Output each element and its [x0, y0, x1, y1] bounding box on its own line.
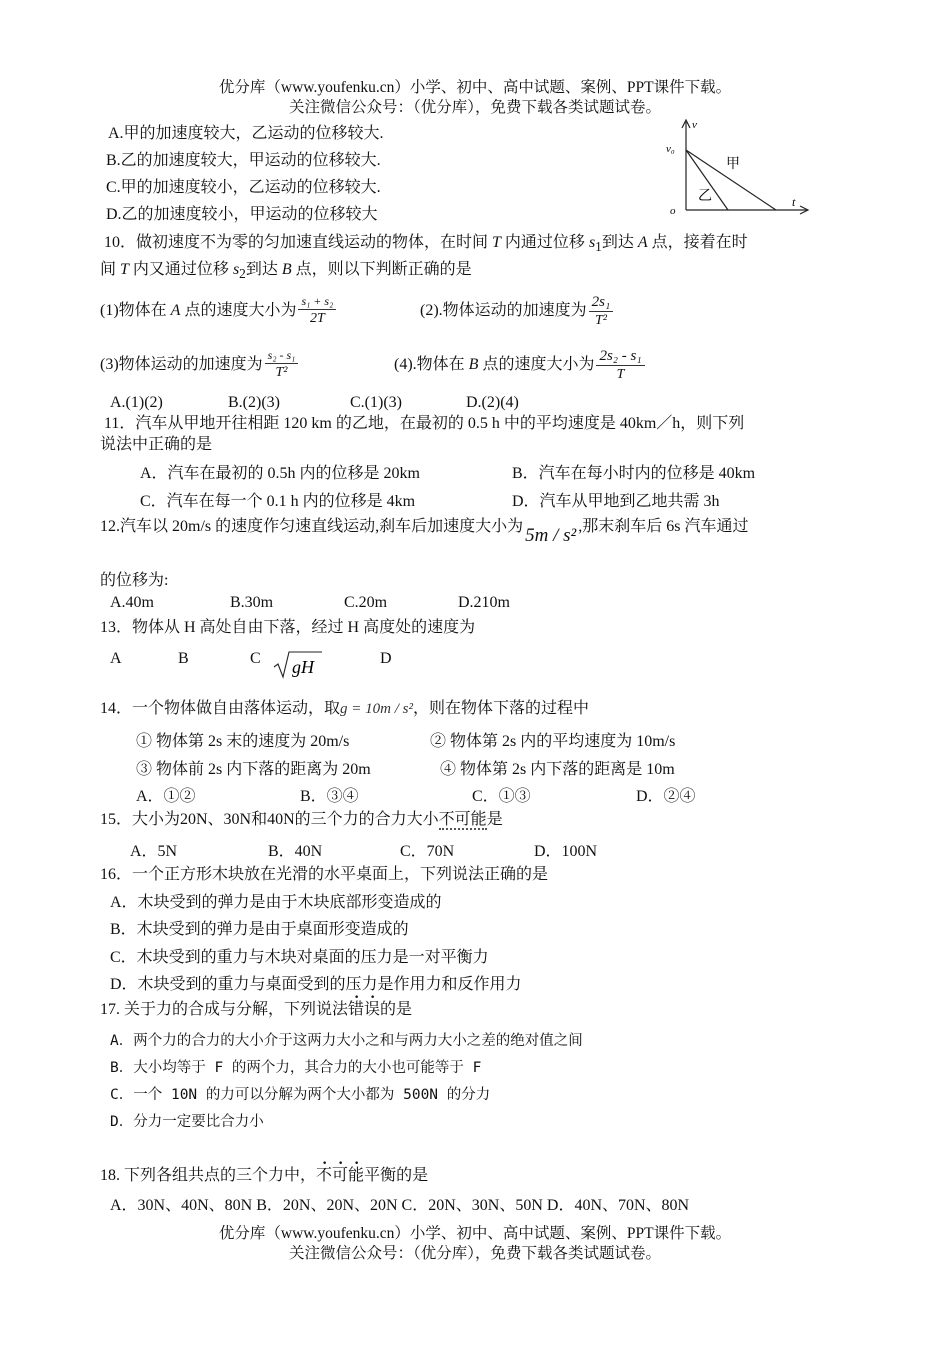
label-v: v	[692, 119, 697, 131]
q13-option-c-expr: gH	[292, 657, 314, 677]
q11-stem-line-2: 说法中正确的是	[100, 436, 213, 453]
q16-option-b: B．木块受到的弹力是由于桌面形变造成的	[110, 921, 409, 938]
q15-option-c: C．70N	[400, 843, 455, 860]
q17-option-c: C．一个 10N 的力可以分解为两个大小都为 500N 的分力	[110, 1087, 491, 1103]
q15-option-d: D．100N	[534, 843, 598, 860]
q15-option-b: B．40N	[268, 843, 323, 860]
q13-sqrt-symbol	[272, 650, 324, 680]
q14-item-2: ② 物体第 2s 内的平均速度为 10m/s	[430, 733, 676, 750]
q10-item-3: (3)物体运动的加速度为 $\frac{\text{s₂ - s₁}}{\text{T²}}$	[100, 347, 300, 383]
q18-stem: 18. 下列各组共点的三个力中，不可能平衡的是	[100, 1167, 429, 1184]
label-jia: 甲	[726, 157, 740, 172]
header-line-1: 优分库（www.youfenku.cn）小学、初中、高中试题、案例、PPT课件下载。	[218, 79, 732, 96]
q12-stem-line-2: 的位移为:	[100, 572, 169, 589]
q10-option-d: D.(2)(4)	[466, 394, 519, 411]
footer-line-2: 关注微信公众号：（优分库），免费下载各类试题试卷。	[288, 1245, 661, 1262]
q13-option-b: B	[178, 650, 189, 667]
q16-option-c: C．木块受到的重力与木块对桌面的压力是一对平衡力	[110, 949, 489, 966]
q9-option-b: B.乙的加速度较大，甲运动的位移较大.	[106, 152, 381, 169]
q16-option-d: D．木块受到的重力与桌面受到的压力是作用力和反作用力	[110, 976, 522, 993]
q12-option-b: B.30m	[230, 594, 274, 611]
q14-option-d: D．②④	[636, 788, 696, 805]
q10-item-2: (2).物体运动的加速度为 $\frac{\text{2s₁}}{\text{T²}}$	[420, 293, 615, 330]
q14-item-4: ④ 物体第 2s 内下落的距离是 10m	[440, 761, 675, 778]
q10-option-c: C.(1)(3)	[350, 394, 402, 411]
q14-stem: 14．一个物体做自由落体运动，取g = 10m / s²，则在物体下落的过程中	[100, 700, 589, 717]
q13-option-c: C	[250, 650, 261, 667]
label-v0: v₀	[666, 143, 675, 155]
q17-stem: 17. 关于力的合成与分解，下列说法错误的是	[100, 1001, 413, 1018]
q17-option-b: B．大小均等于 F 的两个力，其合力的大小也可能等于 F	[110, 1060, 482, 1076]
q9-vt-graph	[660, 114, 820, 220]
q10-option-a: A.(1)(2)	[110, 394, 163, 411]
q14-item-3: ③ 物体前 2s 内下落的距离为 20m	[136, 761, 371, 778]
q14-option-c: C．①③	[472, 788, 531, 805]
q11-option-d: D．汽车从甲地到乙地共需 3h	[512, 493, 720, 510]
q10-item-1: (1)物体在 A 点的速度大小为 $\frac{\text{s₁ + s₂}}{2T}$	[100, 293, 338, 329]
q16-stem: 16．一个正方形木块放在光滑的水平桌面上，下列说法正确的是	[100, 866, 549, 883]
q9-option-c: C.甲的加速度较小，乙运动的位移较大.	[106, 179, 381, 196]
label-yi: 乙	[698, 189, 712, 204]
q17-option-a: A．两个力的合力的大小介于这两力大小之和与两力大小之差的绝对值之间	[110, 1033, 583, 1049]
q17-option-d: D．分力一定要比合力小	[110, 1114, 264, 1130]
q12-option-a: A.40m	[110, 594, 154, 611]
q13-option-a: A	[110, 650, 122, 667]
q14-item-1: ① 物体第 2s 末的速度为 20m/s	[136, 733, 350, 750]
q12-stem-line-1: 12.汽车以 20m/s 的速度作匀速直线运动,刹车后加速度大小为 5m / s² ,那末刹车后 6s 汽车通过	[100, 518, 749, 546]
q15-stem: 15．大小为20N、30N和40N的三个力的合力大小不可能是	[100, 811, 503, 828]
q10-item-4: (4).物体在 B 点的速度大小为 $\frac{\text{2s₂ - s₁}}{T}$	[394, 347, 647, 384]
q13-stem: 13．物体从 H 高处自由下落，经过 H 高度处的速度为	[100, 619, 476, 636]
q15-emphasis: 不可能	[438, 811, 487, 828]
label-t: t	[792, 195, 796, 209]
q15-option-a: A．5N	[130, 843, 178, 860]
q11-stem-line-1: 11．汽车从甲地开往相距 120 km 的乙地，在最初的 0.5 h 中的平均速度是 40km／h，则下列	[104, 415, 745, 432]
q11-option-c: C．汽车在每一个 0.1 h 内的位移是 4km	[140, 493, 416, 510]
q10-stem-line-1: 10．做初速度不为零的匀加速直线运动的物体，在时间 T 内通过位移 $s_1$到达 A 点，接着在时	[104, 234, 748, 255]
q11-option-b: B．汽车在每小时内的位移是 40km	[512, 465, 756, 482]
q10-stem-line-2: 间 T 内又通过位移 $s_2$到达 B 点，则以下判断正确的是	[100, 261, 472, 282]
footer-line-1: 优分库（www.youfenku.cn）小学、初中、高中试题、案例、PPT课件下载。	[218, 1225, 732, 1242]
header-line-2: 关注微信公众号：（优分库），免费下载各类试题试卷。	[288, 99, 661, 116]
q12-accel: 5m / s²	[525, 525, 577, 546]
q12-option-c: C.20m	[344, 594, 388, 611]
q14-option-b: B．③④	[300, 788, 359, 805]
q9-option-d: D.乙的加速度较小，甲运动的位移较大	[106, 206, 378, 223]
q12-option-d: D.210m	[458, 594, 510, 611]
q11-option-a: A．汽车在最初的 0.5h 内的位移是 20km	[140, 465, 421, 482]
q18-options: A．30N、40N、80N B．20N、20N、20N C．20N、30N、50N D．40N、70N、80N	[110, 1197, 690, 1214]
label-o: o	[670, 205, 676, 217]
q10-option-b: B.(2)(3)	[228, 394, 280, 411]
q14-g: g = 10m / s²	[340, 701, 413, 717]
q16-option-a: A．木块受到的弹力是由于木块底部形变造成的	[110, 894, 442, 911]
q14-option-a: A．①②	[136, 788, 196, 805]
q13-option-d: D	[380, 650, 392, 667]
q9-option-a: A.甲的加速度较大，乙运动的位移较大.	[108, 125, 384, 142]
